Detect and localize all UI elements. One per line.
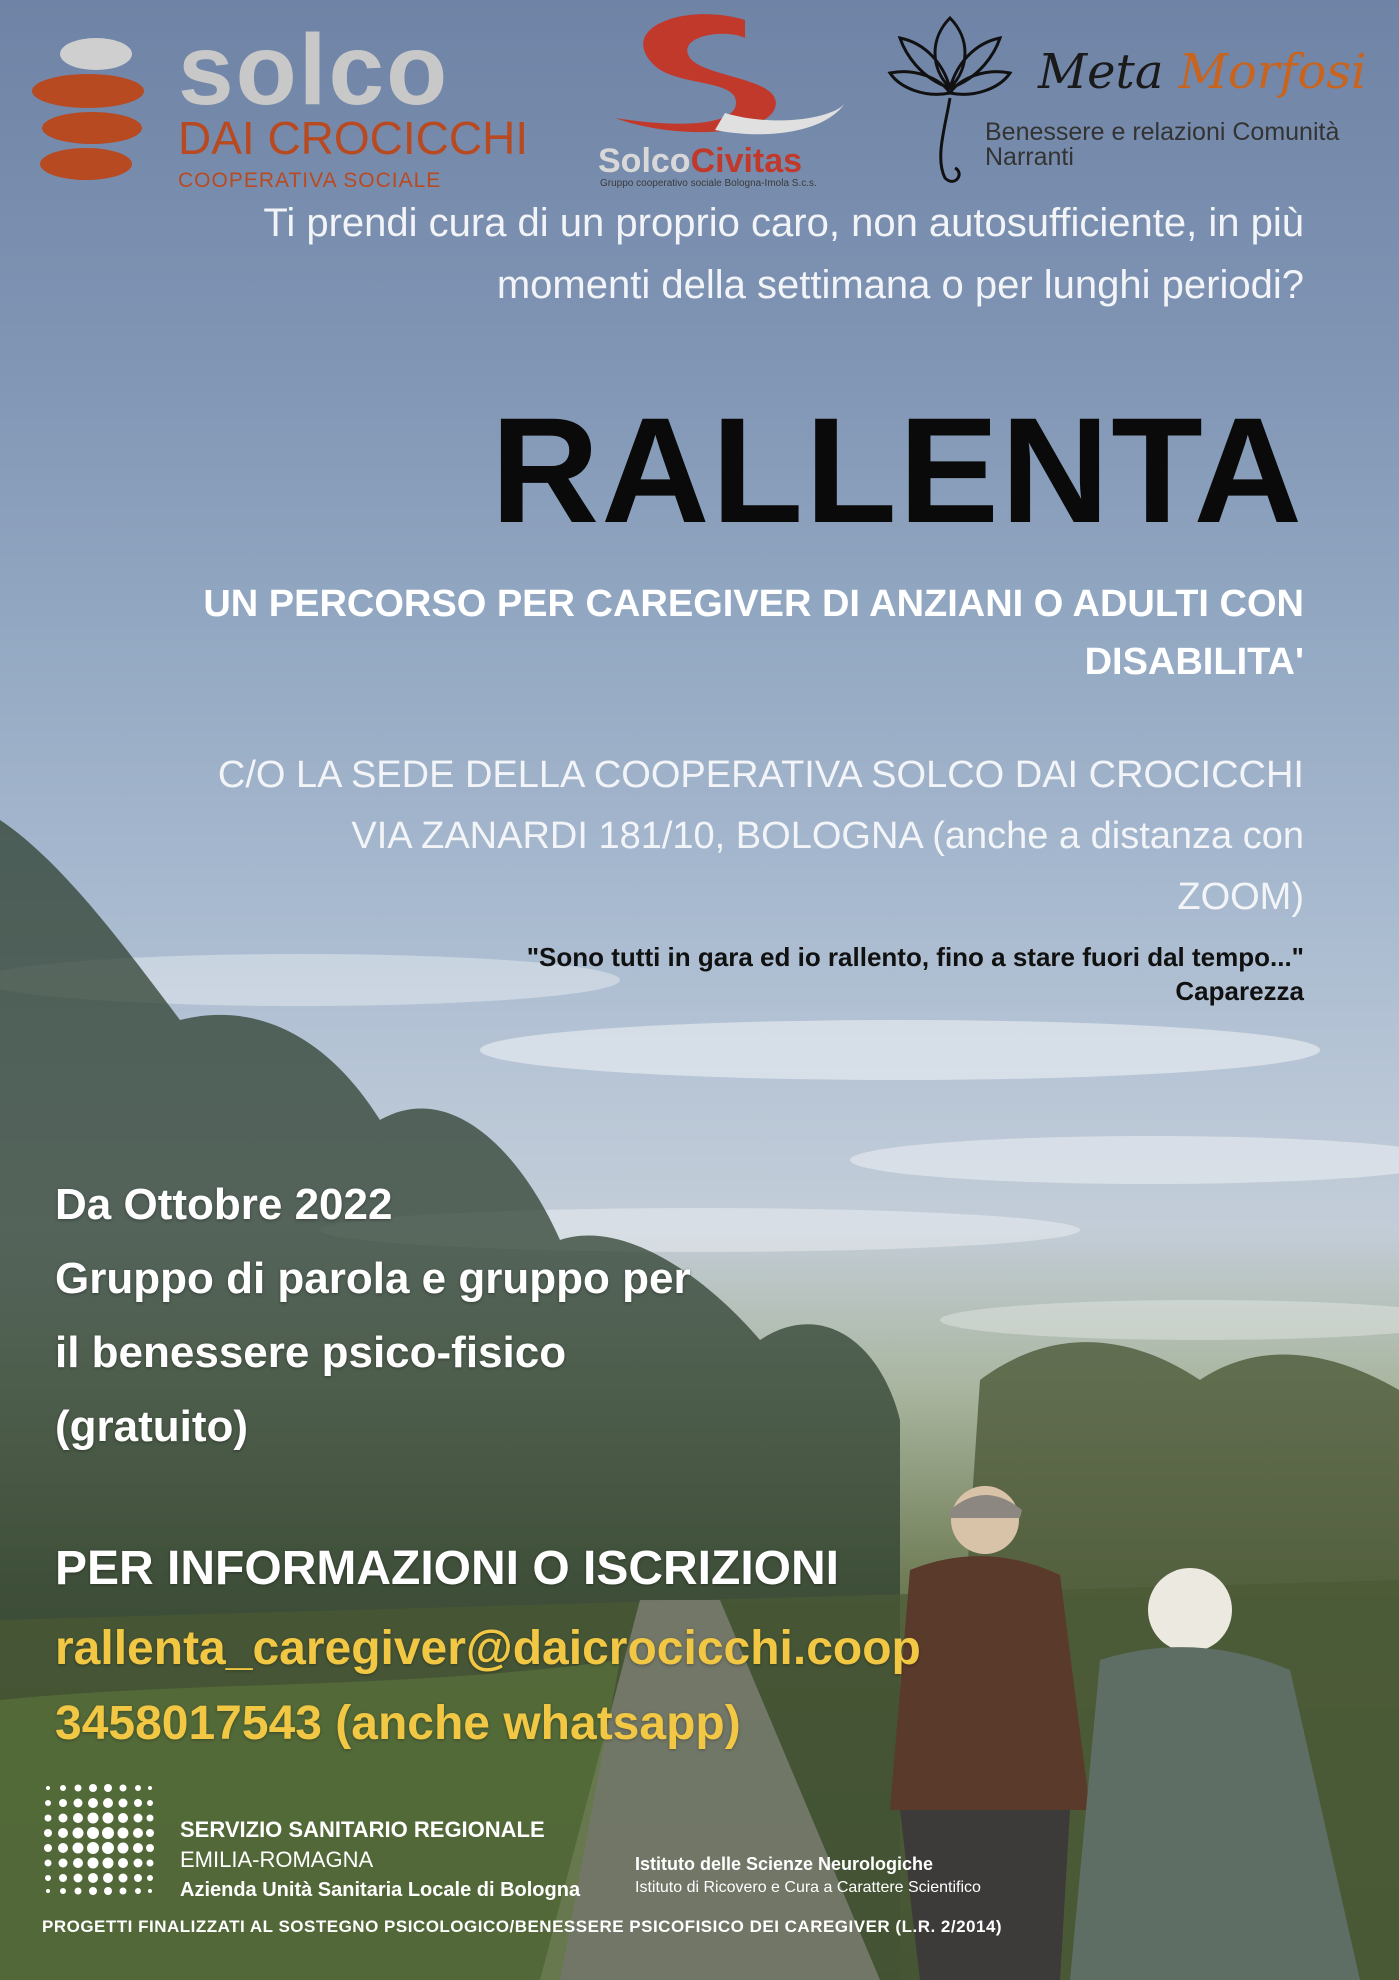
intro-line-2: momenti della settimana o per lunghi periodi? <box>496 263 1304 307</box>
details-line-2: Gruppo di parola e gruppo per <box>55 1254 691 1303</box>
quote-text: "Sono tutti in gara ed io rallento, fino a stare fuori dal tempo..." <box>526 942 1304 972</box>
ssr-dots-logo <box>38 1778 158 1898</box>
solcocivitas-logo-tagline: Gruppo cooperativo sociale Bologna-Imola S.c.s. <box>600 178 817 189</box>
page-title: RALLENTA <box>490 386 1304 554</box>
solcocivitas-name-a: Solco <box>598 142 691 180</box>
footer-note: PROGETTI FINALIZZATI AL SOSTEGNO PSICOLOGICO/BENESSERE PSICOFISICO DEI CAREGIVER (L.R. 2/2014) <box>42 1917 1003 1936</box>
solco-logo-subtitle: DAI CROCICCHI <box>178 112 529 164</box>
isn-logo-text <box>635 1853 981 1899</box>
isn-line-1: Istituto delle Scienze Neurologiche <box>635 1854 934 1874</box>
metamorfosi-name-a: Meta <box>1038 44 1179 100</box>
details-line-4: (gratuito) <box>55 1402 249 1451</box>
subtitle-line-1: UN PERCORSO PER CAREGIVER DI ANZIANI O ADULTI CON <box>203 583 1304 625</box>
subtitle-line-2: DISABILITA' <box>1084 641 1304 683</box>
page-subtitle <box>44 575 1304 691</box>
program-details <box>55 1168 955 1464</box>
details-line-1: Da Ottobre 2022 <box>55 1180 393 1229</box>
contact-email-link[interactable]: rallenta_caregiver@daicrocicchi.coop <box>55 1622 921 1675</box>
ssr-line-1: SERVIZIO SANITARIO REGIONALE <box>180 1817 545 1842</box>
ssr-line-2: EMILIA-ROMAGNA <box>180 1847 374 1872</box>
solcocivitas-name-b: Civitas <box>690 142 803 180</box>
ssr-logo-text <box>180 1815 580 1905</box>
ssr-line-3: Azienda Unità Sanitaria Locale di Bologna <box>180 1879 581 1901</box>
solco-logo-tagline: COOPERATIVA SOCIALE <box>178 169 442 192</box>
elderly-couple-walking <box>800 1480 1399 1980</box>
quote-block <box>204 940 1304 1008</box>
metamorfosi-logo-name <box>1038 44 1367 100</box>
venue-address <box>4 745 1304 928</box>
contact-heading: PER INFORMAZIONI O ISCRIZIONI <box>55 1542 840 1595</box>
intro-question <box>44 192 1304 316</box>
address-line-1: C/O LA SEDE DELLA COOPERATIVA SOLCO DAI CROCICCHI <box>217 754 1304 796</box>
address-line-2: VIA ZANARDI 181/10, BOLOGNA (anche a distanza con <box>351 815 1304 857</box>
details-line-3: il benessere psico-fisico <box>55 1328 567 1377</box>
solcocivitas-logo-mark <box>595 8 845 143</box>
address-line-3: ZOOM) <box>1177 876 1304 918</box>
metamorfosi-logo-tagline: Benessere e relazioni Comunità Narranti <box>985 118 1340 171</box>
contact-phone-link[interactable]: 3458017543 (anche whatsapp) <box>55 1697 741 1750</box>
intro-line-1: Ti prendi cura di un proprio caro, non autosufficiente, in più <box>263 201 1304 245</box>
solco-logo-name: solco <box>178 14 450 126</box>
isn-line-2: Istituto di Ricovero e Cura a Carattere Scientifico <box>635 1879 981 1896</box>
quote-author: Caparezza <box>1175 976 1304 1006</box>
solco-stones-logo <box>28 36 148 186</box>
metamorfosi-name-b: Morfosi <box>1178 44 1367 100</box>
solcocivitas-logo-name <box>598 144 802 178</box>
